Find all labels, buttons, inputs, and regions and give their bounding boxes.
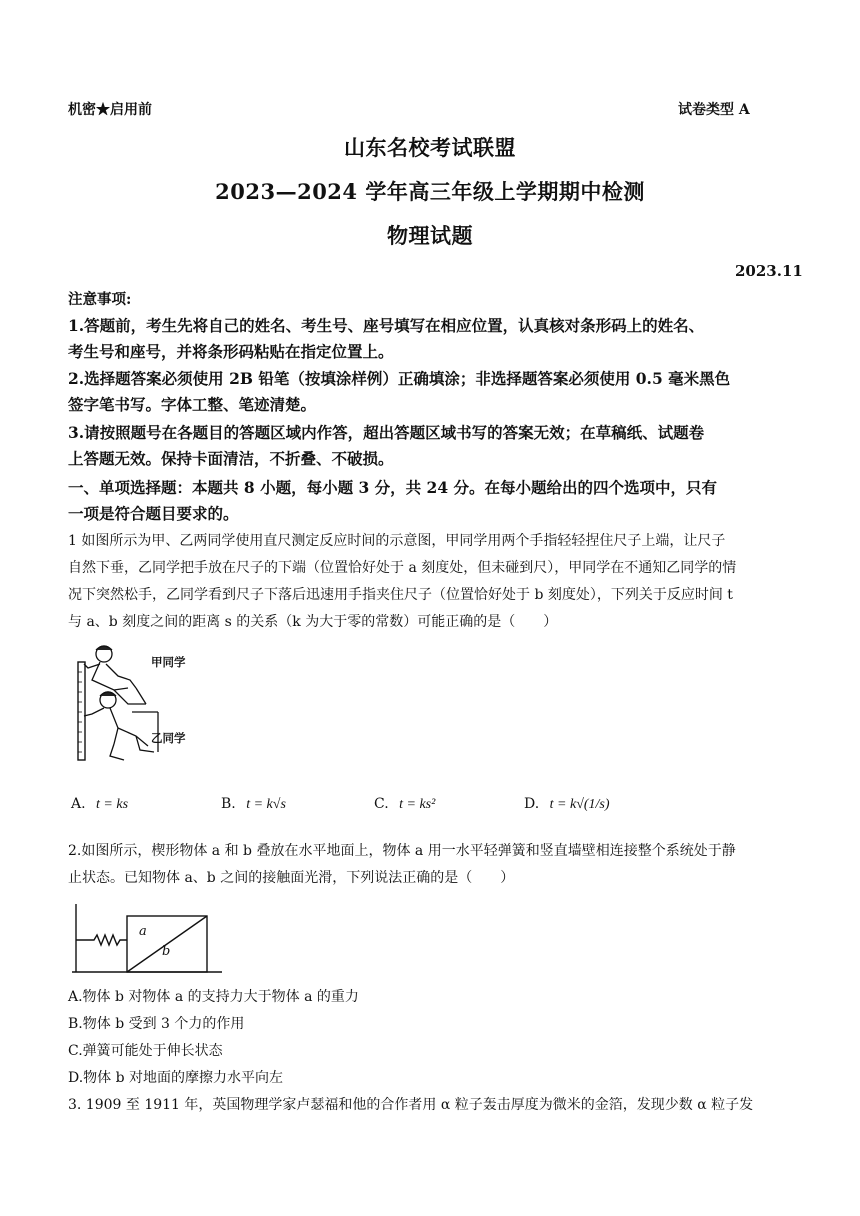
q1-stem-line: 与 a、b 刻度之间的距离 s 的关系（k 为大于零的常数）可能正确的是（ ） bbox=[68, 614, 558, 630]
notice-line: 3.请按照题号在各题目的答题区域内作答，超出答题区域书写的答案无效；在草稿纸、试题卷 bbox=[68, 423, 705, 442]
formula-t-k-sqrt-inv-s: t = k√(1/s) bbox=[549, 797, 610, 812]
q2-option-a: A.物体 b 对物体 a 的支持力大于物体 a 的重力 bbox=[68, 989, 359, 1005]
subject-title: 物理试题 bbox=[387, 223, 473, 248]
notice-line: 2.选择题答案必须使用 2B 铅笔（按填涂样例）正确填涂；非选择题答案必须使用 0.5 毫米黑色 bbox=[68, 369, 731, 388]
formula-t-ks-squared: t = ks² bbox=[399, 797, 436, 812]
q1-option-c bbox=[374, 796, 435, 813]
q2-figure bbox=[72, 902, 224, 978]
q1-stem-line: 况下突然松手，乙同学看到尺子下落后迅速用手指夹住尺子（位置恰好处于 b 刻度处），下列关于反应时间 t bbox=[68, 587, 733, 603]
formula-t-k-sqrt-s: t = k√s bbox=[246, 797, 286, 812]
notice-line: 签字笔书写。字体工整、笔迹清楚。 bbox=[68, 395, 317, 414]
label-b: b bbox=[162, 944, 171, 959]
q1-stem-line: 1 如图所示为甲、乙两同学使用直尺测定反应时间的示意图，甲同学用两个手指轻轻捏住尺子上端，让尺子 bbox=[68, 533, 726, 549]
notice-line: 上答题无效。保持卡面清洁，不折叠、不破损。 bbox=[68, 449, 394, 468]
notice-line: 考生号和座号，并将条形码粘贴在指定位置上。 bbox=[68, 342, 394, 361]
notice-line: 1.答题前，考生先将自己的姓名、考生号、座号填写在相应位置，认真核对条形码上的姓名、 bbox=[68, 316, 705, 335]
section-heading: 一、单项选择题：本题共 8 小题，每小题 3 分，共 24 分。在每小题给出的四个选项中，只有 bbox=[68, 478, 718, 497]
notice-heading: 注意事项: bbox=[68, 291, 132, 308]
q3-stem-line: 3. 1909 至 1911 年，英国物理学家卢瑟福和他的合作者用 α 粒子轰击厚度为微米的金箔，发现少数 α 粒子发 bbox=[68, 1097, 754, 1113]
option-letter: C. bbox=[374, 796, 389, 812]
q1-option-d bbox=[524, 796, 610, 813]
spring-shape bbox=[76, 935, 127, 945]
q2-stem-line: 2.如图所示，楔形物体 a 和 b 叠放在水平地面上，物体 a 用一水平轻弹簧和竖直墙壁相连接整个系统处于静 bbox=[68, 843, 736, 859]
option-letter: B. bbox=[221, 796, 236, 812]
exam-date: 2023.11 bbox=[735, 262, 803, 280]
confidential-label: 机密★启用前 bbox=[68, 102, 152, 118]
formula-t-ks: t = ks bbox=[96, 797, 129, 812]
q1-option-a bbox=[71, 796, 128, 813]
q1-stem-line: 自然下垂，乙同学把手放在尺子的下端（位置恰好处于 a 刻度处，但未碰到尺），甲同学在不通知乙同学的情 bbox=[68, 560, 737, 576]
option-letter: D. bbox=[524, 796, 540, 812]
q1-option-b bbox=[221, 796, 286, 813]
label-jia: 甲同学 bbox=[151, 655, 186, 669]
q2-stem-line: 止状态。已知物体 a、b 之间的接触面光滑，下列说法正确的是（ ） bbox=[68, 870, 515, 886]
org-title: 山东名校考试联盟 bbox=[344, 135, 516, 160]
q2-option-c: C.弹簧可能处于伸长状态 bbox=[68, 1043, 223, 1059]
section-heading: 一项是符合题目要求的。 bbox=[68, 504, 239, 523]
label-a: a bbox=[139, 924, 147, 939]
q2-option-b: B.物体 b 受到 3 个力的作用 bbox=[68, 1016, 245, 1032]
label-yi: 乙同学 bbox=[151, 731, 186, 745]
q2-option-d: D.物体 b 对地面的摩擦力水平向左 bbox=[68, 1070, 284, 1086]
student-yi-figure bbox=[84, 692, 154, 760]
option-letter: A. bbox=[71, 796, 86, 812]
paper-type-label: 试卷类型 A bbox=[678, 102, 750, 118]
q1-figure bbox=[70, 640, 210, 780]
exam-title: 2023—2024 学年高三年级上学期期中检测 bbox=[215, 179, 645, 204]
ruler-shape bbox=[78, 662, 85, 760]
